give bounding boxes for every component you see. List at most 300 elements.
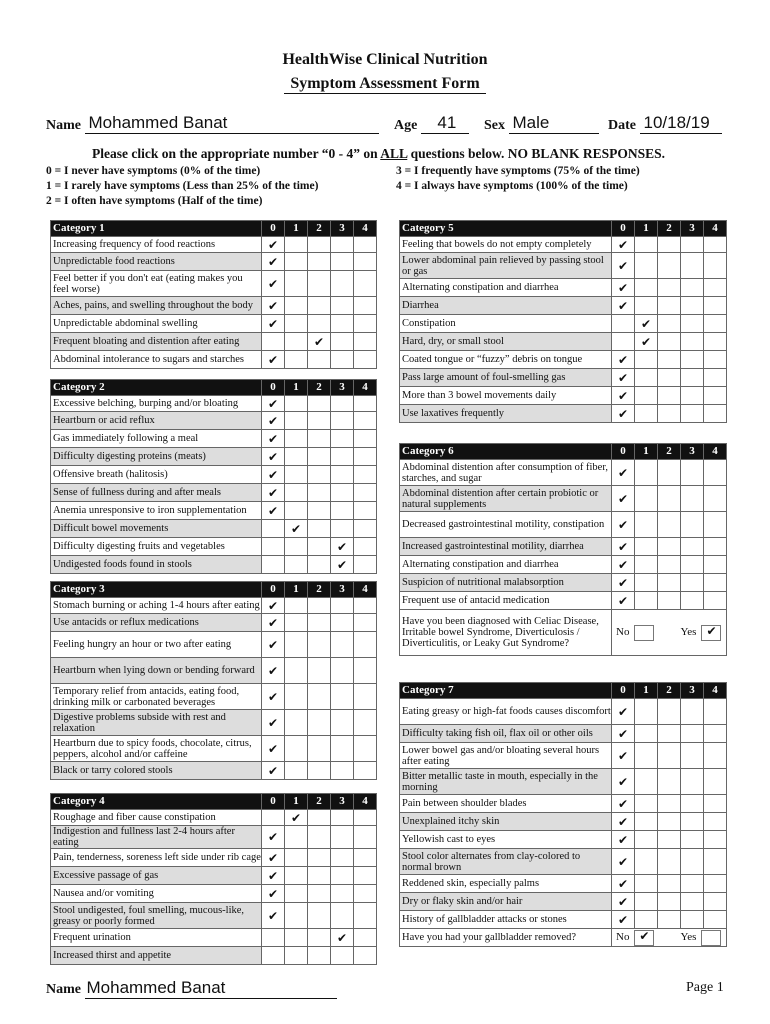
rating-option-1[interactable] — [635, 486, 658, 512]
rating-option-0[interactable] — [262, 315, 285, 333]
rating-option-0[interactable] — [262, 520, 285, 538]
rating-option-3[interactable] — [331, 315, 354, 333]
rating-option-3[interactable] — [331, 947, 354, 965]
rating-option-4[interactable] — [354, 556, 377, 574]
rating-option-3[interactable] — [681, 279, 704, 297]
rating-option-3[interactable] — [331, 762, 354, 780]
rating-option-4[interactable] — [354, 271, 377, 297]
rating-option-3[interactable] — [331, 810, 354, 826]
rating-option-3[interactable] — [681, 297, 704, 315]
rating-option-4[interactable] — [354, 253, 377, 271]
rating-option-4[interactable] — [354, 396, 377, 412]
rating-option-1[interactable] — [285, 484, 308, 502]
rating-option-3[interactable] — [681, 405, 704, 423]
rating-option-3[interactable] — [331, 658, 354, 684]
rating-option-0[interactable] — [612, 297, 635, 315]
rating-option-1[interactable] — [635, 725, 658, 743]
rating-option-1[interactable] — [285, 684, 308, 710]
rating-option-1[interactable] — [285, 867, 308, 885]
rating-option-0[interactable] — [612, 253, 635, 279]
rating-option-0[interactable] — [262, 684, 285, 710]
rating-option-2[interactable] — [658, 369, 681, 387]
footer-name-field[interactable]: Mohammed Banat — [85, 978, 337, 999]
rating-option-2[interactable] — [308, 502, 331, 520]
rating-option-4[interactable] — [704, 743, 727, 769]
rating-option-3[interactable] — [331, 903, 354, 929]
rating-option-4[interactable] — [704, 333, 727, 351]
rating-option-0[interactable] — [612, 315, 635, 333]
rating-option-1[interactable] — [635, 460, 658, 486]
rating-option-1[interactable] — [635, 253, 658, 279]
rating-option-4[interactable] — [354, 947, 377, 965]
rating-option-2[interactable] — [658, 486, 681, 512]
rating-option-1[interactable] — [285, 466, 308, 484]
rating-option-4[interactable] — [704, 538, 727, 556]
rating-option-3[interactable] — [331, 710, 354, 736]
rating-option-3[interactable] — [681, 315, 704, 333]
rating-option-0[interactable] — [612, 538, 635, 556]
rating-option-2[interactable] — [658, 875, 681, 893]
rating-option-1[interactable] — [635, 387, 658, 405]
rating-option-2[interactable] — [658, 279, 681, 297]
rating-option-4[interactable] — [704, 279, 727, 297]
rating-option-3[interactable] — [681, 556, 704, 574]
rating-option-4[interactable] — [354, 502, 377, 520]
rating-option-2[interactable] — [308, 556, 331, 574]
rating-option-4[interactable] — [354, 867, 377, 885]
rating-option-2[interactable] — [308, 412, 331, 430]
rating-option-2[interactable] — [308, 297, 331, 315]
rating-option-4[interactable] — [704, 387, 727, 405]
rating-option-4[interactable] — [354, 297, 377, 315]
rating-option-1[interactable] — [285, 271, 308, 297]
rating-option-3[interactable] — [331, 253, 354, 271]
rating-option-0[interactable] — [262, 810, 285, 826]
rating-option-1[interactable] — [285, 315, 308, 333]
rating-option-3[interactable] — [681, 875, 704, 893]
rating-option-2[interactable] — [658, 725, 681, 743]
rating-option-2[interactable] — [308, 614, 331, 632]
rating-option-2[interactable] — [308, 333, 331, 351]
rating-option-2[interactable] — [658, 297, 681, 315]
rating-option-3[interactable] — [331, 632, 354, 658]
rating-option-2[interactable] — [308, 520, 331, 538]
rating-option-0[interactable] — [262, 502, 285, 520]
rating-option-0[interactable] — [612, 743, 635, 769]
rating-option-1[interactable] — [635, 911, 658, 929]
rating-option-3[interactable] — [331, 466, 354, 484]
rating-option-3[interactable] — [681, 460, 704, 486]
rating-option-3[interactable] — [331, 271, 354, 297]
rating-option-3[interactable] — [331, 351, 354, 369]
rating-option-1[interactable] — [285, 849, 308, 867]
rating-option-4[interactable] — [354, 710, 377, 736]
rating-option-0[interactable] — [262, 736, 285, 762]
rating-option-3[interactable] — [331, 396, 354, 412]
rating-option-4[interactable] — [354, 484, 377, 502]
rating-option-1[interactable] — [285, 632, 308, 658]
rating-option-4[interactable] — [354, 333, 377, 351]
rating-option-4[interactable] — [354, 351, 377, 369]
rating-option-2[interactable] — [308, 929, 331, 947]
rating-option-2[interactable] — [308, 598, 331, 614]
rating-option-0[interactable] — [612, 875, 635, 893]
rating-option-1[interactable] — [635, 699, 658, 725]
rating-option-1[interactable] — [285, 885, 308, 903]
rating-option-4[interactable] — [704, 369, 727, 387]
rating-option-4[interactable] — [704, 574, 727, 592]
rating-option-4[interactable] — [704, 237, 727, 253]
rating-option-0[interactable] — [612, 460, 635, 486]
rating-option-4[interactable] — [704, 699, 727, 725]
rating-option-1[interactable] — [285, 614, 308, 632]
rating-option-0[interactable] — [262, 351, 285, 369]
rating-option-3[interactable] — [331, 412, 354, 430]
rating-option-4[interactable] — [354, 849, 377, 867]
rating-option-2[interactable] — [308, 684, 331, 710]
rating-option-1[interactable] — [285, 556, 308, 574]
rating-option-4[interactable] — [704, 725, 727, 743]
rating-option-3[interactable] — [331, 684, 354, 710]
rating-option-2[interactable] — [308, 351, 331, 369]
rating-option-3[interactable] — [331, 297, 354, 315]
rating-option-1[interactable] — [635, 512, 658, 538]
rating-option-4[interactable] — [354, 598, 377, 614]
rating-option-2[interactable] — [658, 512, 681, 538]
rating-option-2[interactable] — [658, 387, 681, 405]
rating-option-0[interactable] — [262, 658, 285, 684]
rating-option-0[interactable] — [262, 614, 285, 632]
rating-option-2[interactable] — [308, 632, 331, 658]
rating-option-2[interactable] — [308, 710, 331, 736]
rating-option-4[interactable] — [704, 795, 727, 813]
rating-option-3[interactable] — [331, 520, 354, 538]
no-option[interactable] — [634, 625, 654, 641]
rating-option-2[interactable] — [658, 460, 681, 486]
rating-option-2[interactable] — [308, 237, 331, 253]
date-field[interactable]: 10/18/19 — [640, 113, 722, 134]
rating-option-0[interactable] — [612, 387, 635, 405]
rating-option-0[interactable] — [612, 574, 635, 592]
rating-option-4[interactable] — [704, 512, 727, 538]
rating-option-0[interactable] — [262, 632, 285, 658]
rating-option-4[interactable] — [704, 893, 727, 911]
rating-option-4[interactable] — [354, 929, 377, 947]
rating-option-0[interactable] — [612, 237, 635, 253]
rating-option-4[interactable] — [704, 253, 727, 279]
rating-option-1[interactable] — [285, 598, 308, 614]
rating-option-2[interactable] — [658, 795, 681, 813]
rating-option-1[interactable] — [285, 520, 308, 538]
rating-option-2[interactable] — [658, 813, 681, 831]
rating-option-3[interactable] — [681, 743, 704, 769]
rating-option-2[interactable] — [308, 396, 331, 412]
rating-option-0[interactable] — [262, 867, 285, 885]
rating-option-4[interactable] — [354, 903, 377, 929]
rating-option-2[interactable] — [308, 885, 331, 903]
rating-option-3[interactable] — [331, 333, 354, 351]
rating-option-0[interactable] — [262, 826, 285, 849]
rating-option-4[interactable] — [354, 412, 377, 430]
rating-option-2[interactable] — [308, 736, 331, 762]
rating-option-3[interactable] — [331, 430, 354, 448]
rating-option-0[interactable] — [612, 795, 635, 813]
rating-option-0[interactable] — [612, 592, 635, 610]
rating-option-0[interactable] — [612, 849, 635, 875]
rating-option-2[interactable] — [658, 253, 681, 279]
rating-option-1[interactable] — [635, 813, 658, 831]
rating-option-3[interactable] — [681, 725, 704, 743]
rating-option-0[interactable] — [612, 769, 635, 795]
rating-option-4[interactable] — [354, 315, 377, 333]
rating-option-1[interactable] — [285, 710, 308, 736]
name-field[interactable]: Mohammed Banat — [85, 113, 379, 134]
rating-option-1[interactable] — [285, 810, 308, 826]
rating-option-1[interactable] — [285, 929, 308, 947]
rating-option-0[interactable] — [612, 831, 635, 849]
rating-option-0[interactable] — [262, 903, 285, 929]
rating-option-2[interactable] — [308, 826, 331, 849]
rating-option-0[interactable] — [262, 849, 285, 867]
rating-option-0[interactable] — [262, 885, 285, 903]
rating-option-1[interactable] — [635, 769, 658, 795]
rating-option-3[interactable] — [681, 486, 704, 512]
rating-option-0[interactable] — [612, 699, 635, 725]
rating-option-0[interactable] — [262, 762, 285, 780]
rating-option-0[interactable] — [612, 486, 635, 512]
rating-option-2[interactable] — [658, 699, 681, 725]
rating-option-0[interactable] — [262, 297, 285, 315]
rating-option-3[interactable] — [681, 813, 704, 831]
rating-option-2[interactable] — [308, 658, 331, 684]
rating-option-0[interactable] — [612, 911, 635, 929]
rating-option-0[interactable] — [612, 333, 635, 351]
rating-option-2[interactable] — [308, 810, 331, 826]
rating-option-2[interactable] — [658, 831, 681, 849]
rating-option-4[interactable] — [354, 684, 377, 710]
rating-option-3[interactable] — [681, 893, 704, 911]
rating-option-3[interactable] — [681, 592, 704, 610]
rating-option-3[interactable] — [681, 911, 704, 929]
rating-option-0[interactable] — [612, 556, 635, 574]
rating-option-3[interactable] — [681, 351, 704, 369]
rating-option-1[interactable] — [285, 658, 308, 684]
rating-option-1[interactable] — [285, 448, 308, 466]
rating-option-3[interactable] — [331, 614, 354, 632]
rating-option-3[interactable] — [681, 538, 704, 556]
rating-option-2[interactable] — [308, 947, 331, 965]
rating-option-1[interactable] — [635, 333, 658, 351]
rating-option-1[interactable] — [635, 831, 658, 849]
rating-option-1[interactable] — [285, 297, 308, 315]
rating-option-3[interactable] — [331, 867, 354, 885]
rating-option-1[interactable] — [635, 743, 658, 769]
rating-option-2[interactable] — [308, 903, 331, 929]
rating-option-0[interactable] — [262, 556, 285, 574]
rating-option-4[interactable] — [704, 813, 727, 831]
rating-option-4[interactable] — [704, 351, 727, 369]
rating-option-1[interactable] — [285, 903, 308, 929]
rating-option-4[interactable] — [354, 520, 377, 538]
rating-option-2[interactable] — [658, 556, 681, 574]
rating-option-0[interactable] — [262, 237, 285, 253]
rating-option-4[interactable] — [704, 315, 727, 333]
rating-option-0[interactable] — [262, 396, 285, 412]
rating-option-4[interactable] — [704, 592, 727, 610]
rating-option-3[interactable] — [681, 831, 704, 849]
rating-option-3[interactable] — [681, 769, 704, 795]
rating-option-3[interactable] — [681, 387, 704, 405]
rating-option-4[interactable] — [354, 736, 377, 762]
rating-option-0[interactable] — [612, 813, 635, 831]
rating-option-4[interactable] — [354, 614, 377, 632]
rating-option-0[interactable] — [612, 369, 635, 387]
rating-option-1[interactable] — [635, 297, 658, 315]
rating-option-1[interactable] — [285, 947, 308, 965]
rating-option-0[interactable] — [262, 598, 285, 614]
rating-option-0[interactable] — [262, 947, 285, 965]
rating-option-4[interactable] — [704, 911, 727, 929]
rating-option-4[interactable] — [704, 460, 727, 486]
rating-option-2[interactable] — [658, 405, 681, 423]
rating-option-2[interactable] — [308, 315, 331, 333]
rating-option-3[interactable] — [331, 929, 354, 947]
yes-option[interactable] — [701, 625, 721, 641]
rating-option-2[interactable] — [308, 448, 331, 466]
rating-option-3[interactable] — [331, 237, 354, 253]
rating-option-0[interactable] — [262, 466, 285, 484]
rating-option-1[interactable] — [635, 538, 658, 556]
rating-option-0[interactable] — [612, 405, 635, 423]
rating-option-3[interactable] — [681, 795, 704, 813]
rating-option-2[interactable] — [308, 466, 331, 484]
rating-option-1[interactable] — [285, 237, 308, 253]
rating-option-2[interactable] — [658, 351, 681, 369]
rating-option-4[interactable] — [704, 849, 727, 875]
rating-option-2[interactable] — [658, 315, 681, 333]
rating-option-3[interactable] — [681, 333, 704, 351]
rating-option-3[interactable] — [681, 512, 704, 538]
rating-option-1[interactable] — [285, 333, 308, 351]
yes-option[interactable] — [701, 930, 721, 946]
rating-option-3[interactable] — [681, 369, 704, 387]
rating-option-1[interactable] — [635, 351, 658, 369]
rating-option-0[interactable] — [262, 710, 285, 736]
rating-option-1[interactable] — [635, 893, 658, 911]
rating-option-4[interactable] — [354, 430, 377, 448]
rating-option-4[interactable] — [704, 405, 727, 423]
rating-option-2[interactable] — [658, 893, 681, 911]
rating-option-0[interactable] — [612, 725, 635, 743]
rating-option-0[interactable] — [262, 448, 285, 466]
rating-option-2[interactable] — [658, 237, 681, 253]
rating-option-1[interactable] — [635, 279, 658, 297]
rating-option-1[interactable] — [285, 736, 308, 762]
rating-option-0[interactable] — [262, 484, 285, 502]
no-option[interactable] — [634, 930, 654, 946]
rating-option-3[interactable] — [681, 849, 704, 875]
rating-option-3[interactable] — [331, 826, 354, 849]
rating-option-3[interactable] — [681, 574, 704, 592]
rating-option-0[interactable] — [262, 333, 285, 351]
rating-option-4[interactable] — [354, 826, 377, 849]
rating-option-3[interactable] — [331, 448, 354, 466]
rating-option-4[interactable] — [354, 658, 377, 684]
rating-option-0[interactable] — [612, 351, 635, 369]
rating-option-4[interactable] — [704, 831, 727, 849]
rating-option-4[interactable] — [354, 810, 377, 826]
rating-option-1[interactable] — [285, 351, 308, 369]
rating-option-0[interactable] — [262, 412, 285, 430]
rating-option-1[interactable] — [285, 762, 308, 780]
rating-option-1[interactable] — [285, 538, 308, 556]
rating-option-2[interactable] — [658, 911, 681, 929]
rating-option-4[interactable] — [354, 538, 377, 556]
rating-option-2[interactable] — [308, 849, 331, 867]
rating-option-3[interactable] — [331, 849, 354, 867]
rating-option-2[interactable] — [308, 484, 331, 502]
rating-option-2[interactable] — [308, 430, 331, 448]
rating-option-1[interactable] — [285, 502, 308, 520]
rating-option-0[interactable] — [262, 271, 285, 297]
rating-option-2[interactable] — [658, 574, 681, 592]
rating-option-3[interactable] — [331, 885, 354, 903]
rating-option-2[interactable] — [658, 333, 681, 351]
rating-option-0[interactable] — [612, 279, 635, 297]
rating-option-1[interactable] — [635, 556, 658, 574]
rating-option-1[interactable] — [285, 430, 308, 448]
rating-option-3[interactable] — [331, 556, 354, 574]
rating-option-0[interactable] — [612, 893, 635, 911]
rating-option-0[interactable] — [262, 253, 285, 271]
rating-option-2[interactable] — [308, 538, 331, 556]
rating-option-4[interactable] — [704, 875, 727, 893]
rating-option-2[interactable] — [658, 849, 681, 875]
rating-option-1[interactable] — [635, 237, 658, 253]
rating-option-4[interactable] — [354, 632, 377, 658]
age-field[interactable]: 41 — [421, 113, 469, 134]
rating-option-1[interactable] — [635, 405, 658, 423]
rating-option-1[interactable] — [635, 875, 658, 893]
rating-option-1[interactable] — [635, 315, 658, 333]
rating-option-4[interactable] — [704, 556, 727, 574]
rating-option-2[interactable] — [308, 271, 331, 297]
rating-option-4[interactable] — [354, 762, 377, 780]
rating-option-1[interactable] — [285, 396, 308, 412]
rating-option-3[interactable] — [681, 699, 704, 725]
rating-option-0[interactable] — [262, 538, 285, 556]
rating-option-2[interactable] — [658, 743, 681, 769]
rating-option-2[interactable] — [658, 538, 681, 556]
rating-option-4[interactable] — [354, 237, 377, 253]
rating-option-2[interactable] — [308, 762, 331, 780]
rating-option-1[interactable] — [635, 574, 658, 592]
rating-option-4[interactable] — [704, 297, 727, 315]
rating-option-4[interactable] — [354, 466, 377, 484]
rating-option-3[interactable] — [331, 598, 354, 614]
rating-option-1[interactable] — [635, 369, 658, 387]
rating-option-2[interactable] — [658, 769, 681, 795]
rating-option-3[interactable] — [331, 502, 354, 520]
rating-option-3[interactable] — [681, 237, 704, 253]
rating-option-1[interactable] — [635, 849, 658, 875]
rating-option-4[interactable] — [354, 885, 377, 903]
rating-option-3[interactable] — [681, 253, 704, 279]
rating-option-0[interactable] — [612, 512, 635, 538]
rating-option-2[interactable] — [308, 253, 331, 271]
rating-option-3[interactable] — [331, 484, 354, 502]
rating-option-3[interactable] — [331, 538, 354, 556]
